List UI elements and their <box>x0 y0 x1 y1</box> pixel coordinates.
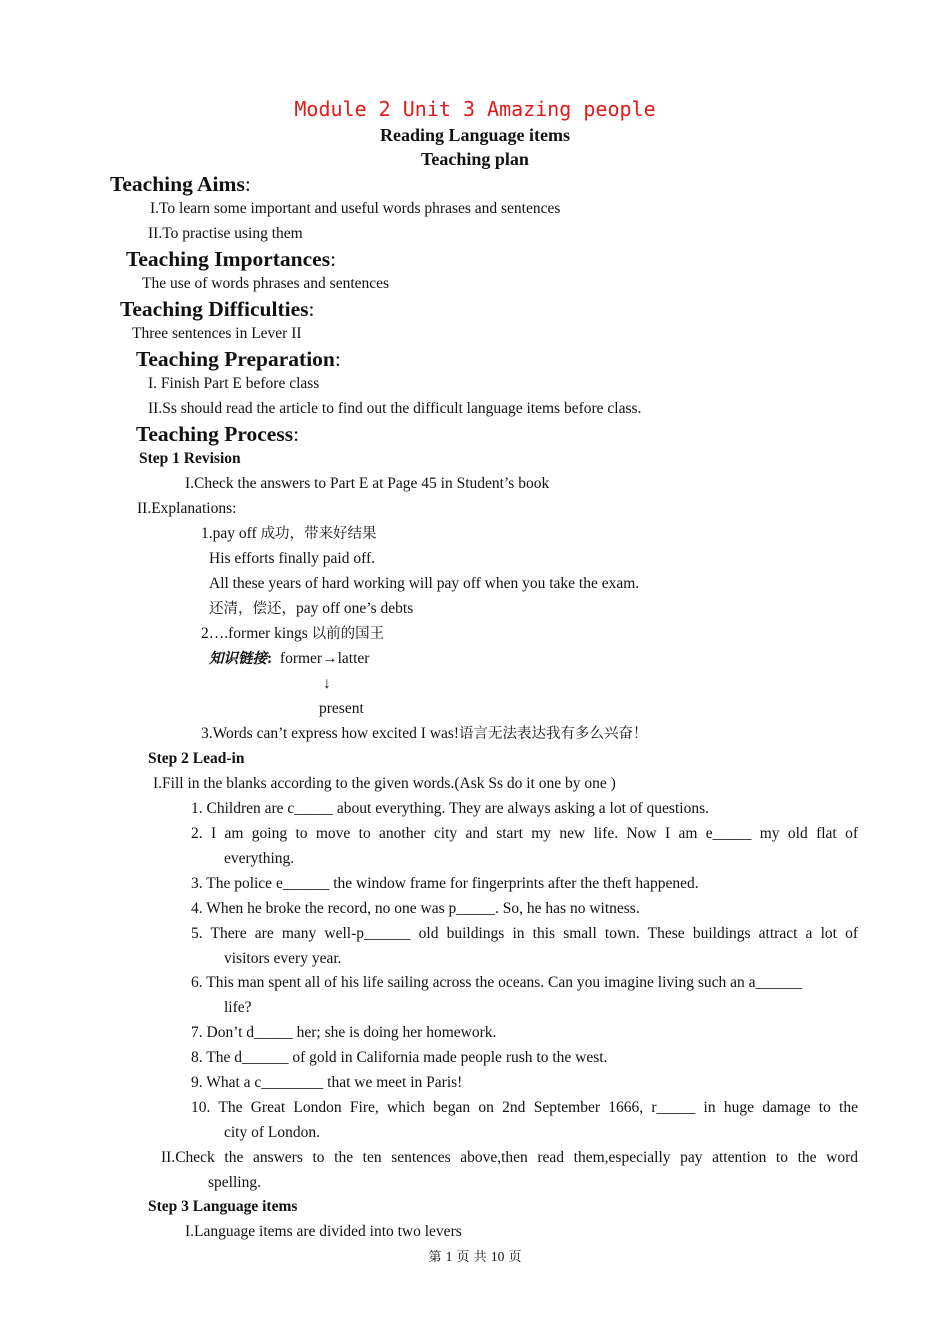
preparation-item-2: II.Ss should read the article to find out the difficult language items before class. <box>148 400 642 417</box>
exercise-sentence-2-cont: everything. <box>224 850 295 867</box>
explanation-2-meaning: 以前的国王 <box>311 626 385 642</box>
explanation-1-meaning-2 <box>209 599 413 619</box>
difficulties-heading-colon: : <box>308 297 315 321</box>
step-2-label: Step 2 Lead-in <box>148 750 245 767</box>
step-1-check: I.Check the answers to Part E at Page 45 in Student’s book <box>185 475 550 492</box>
exercise-sentence-5: 5. There are many well-p______ old buildings in this small town. These buildings attract a lot of <box>191 925 858 942</box>
preparation-heading-colon: : <box>334 347 341 371</box>
footer-page-number: 1 <box>445 1249 453 1264</box>
explanation-1-example-1: His efforts finally paid off. <box>209 550 376 567</box>
importances-text: The use of words phrases and sentences <box>142 275 390 292</box>
explanation-1-example-2: All these years of hard working will pay off when you take the exam. <box>209 575 640 592</box>
footer-prefix: 第 <box>428 1250 446 1265</box>
exercise-sentence-3: 3. The police e______ the window frame for fingerprints after the theft happened. <box>191 875 699 892</box>
explanation-3 <box>201 724 648 744</box>
step-1-label: Step 1 Revision <box>139 450 241 467</box>
process-heading-colon: : <box>293 422 300 446</box>
step-3-text: I.Language items are divided into two levers <box>185 1223 462 1240</box>
document-title: Module 2 Unit 3 Amazing people <box>294 97 656 121</box>
preparation-heading <box>136 346 341 372</box>
exercise-sentence-6: 6. This man spent all of his life sailing across the oceans. Can you imagine living such an a______ <box>191 974 802 991</box>
difficulties-heading-text: Teaching Difficulties <box>120 297 309 321</box>
explanation-1 <box>201 524 377 544</box>
exercise-sentence-5-cont: visitors every year. <box>224 950 342 967</box>
exercise-sentence-10-cont: city of London. <box>224 1124 320 1141</box>
aims-heading-text: Teaching Aims <box>110 172 245 196</box>
aims-heading <box>110 171 251 197</box>
difficulties-heading <box>120 296 315 322</box>
knowledge-link-present: present <box>319 700 364 717</box>
preparation-heading-text: Teaching Preparation <box>136 347 335 371</box>
page-footer <box>0 1247 950 1268</box>
knowledge-link-text: former→latter <box>279 650 370 667</box>
step-1-explanations: II.Explanations: <box>137 500 237 517</box>
knowledge-link-colon: : <box>267 650 273 667</box>
importances-heading-text: Teaching Importances <box>126 247 331 271</box>
aims-item-2: II.To practise using them <box>148 225 303 242</box>
explanation-1-phrase: 1.pay off <box>201 525 261 542</box>
exercise-sentence-7: 7. Don’t d_____ her; she is doing her homework. <box>191 1024 497 1041</box>
process-heading <box>136 421 299 447</box>
step-2-check: II.Check the answers to the ten sentences above,then read them,especially pay attention to the word <box>161 1149 858 1166</box>
step-2-check-cont: spelling. <box>208 1174 261 1191</box>
importances-heading-colon: : <box>330 247 337 271</box>
exercise-sentence-1: 1. Children are c_____ about everything. They are always asking a lot of questions. <box>191 800 709 817</box>
process-heading-text: Teaching Process <box>136 422 294 446</box>
step-3-label: Step 3 Language items <box>148 1198 298 1215</box>
explanation-2 <box>201 624 384 644</box>
exercise-sentence-6-cont: life? <box>224 999 252 1016</box>
difficulties-text: Three sentences in Lever II <box>132 325 302 342</box>
aims-item-1: I.To learn some important and useful words phrases and sentences <box>150 200 561 217</box>
document-subtitle-plan: Teaching plan <box>421 149 529 169</box>
footer-mid: 页 共 <box>452 1250 491 1265</box>
knowledge-link <box>209 649 369 669</box>
explanation-3-sentence: 3.Words can’t express how excited I was! <box>201 725 460 742</box>
importances-heading <box>126 246 336 272</box>
footer-suffix: 页 <box>504 1250 522 1265</box>
explanation-1-meaning-2-zh: 还清，偿还， <box>209 601 296 617</box>
explanation-1-example-3: pay off one’s debts <box>296 600 414 617</box>
exercise-sentence-8: 8. The d______ of gold in California made people rush to the west. <box>191 1049 608 1066</box>
exercise-sentence-4: 4. When he broke the record, no one was p_____. So, he has no witness. <box>191 900 640 917</box>
document-subtitle: Reading Language items <box>379 125 570 145</box>
footer-total-pages: 10 <box>490 1249 505 1264</box>
arrow-down-icon: ↓ <box>323 675 331 692</box>
exercise-sentence-9: 9. What a c________ that we meet in Paris! <box>191 1074 463 1091</box>
aims-heading-colon: : <box>244 172 251 196</box>
exercise-sentence-2: 2. I am going to move to another city and start my new life. Now I am e_____ my old flat of <box>191 825 858 842</box>
knowledge-link-label: 知识链接 <box>209 651 267 667</box>
explanation-3-meaning: 语言无法表达我有多么兴奋！ <box>459 726 648 742</box>
explanation-2-phrase: 2….former kings <box>201 625 312 642</box>
exercise-sentence-10: 10. The Great London Fire, which began on 2nd September 1666, r_____ in huge damage to the <box>191 1099 858 1116</box>
step-2-instruction: I.Fill in the blanks according to the given words.(Ask Ss do it one by one ) <box>153 775 616 792</box>
preparation-item-1: I. Finish Part E before class <box>148 375 320 392</box>
explanation-1-meaning: 成功，带来好结果 <box>260 526 377 542</box>
